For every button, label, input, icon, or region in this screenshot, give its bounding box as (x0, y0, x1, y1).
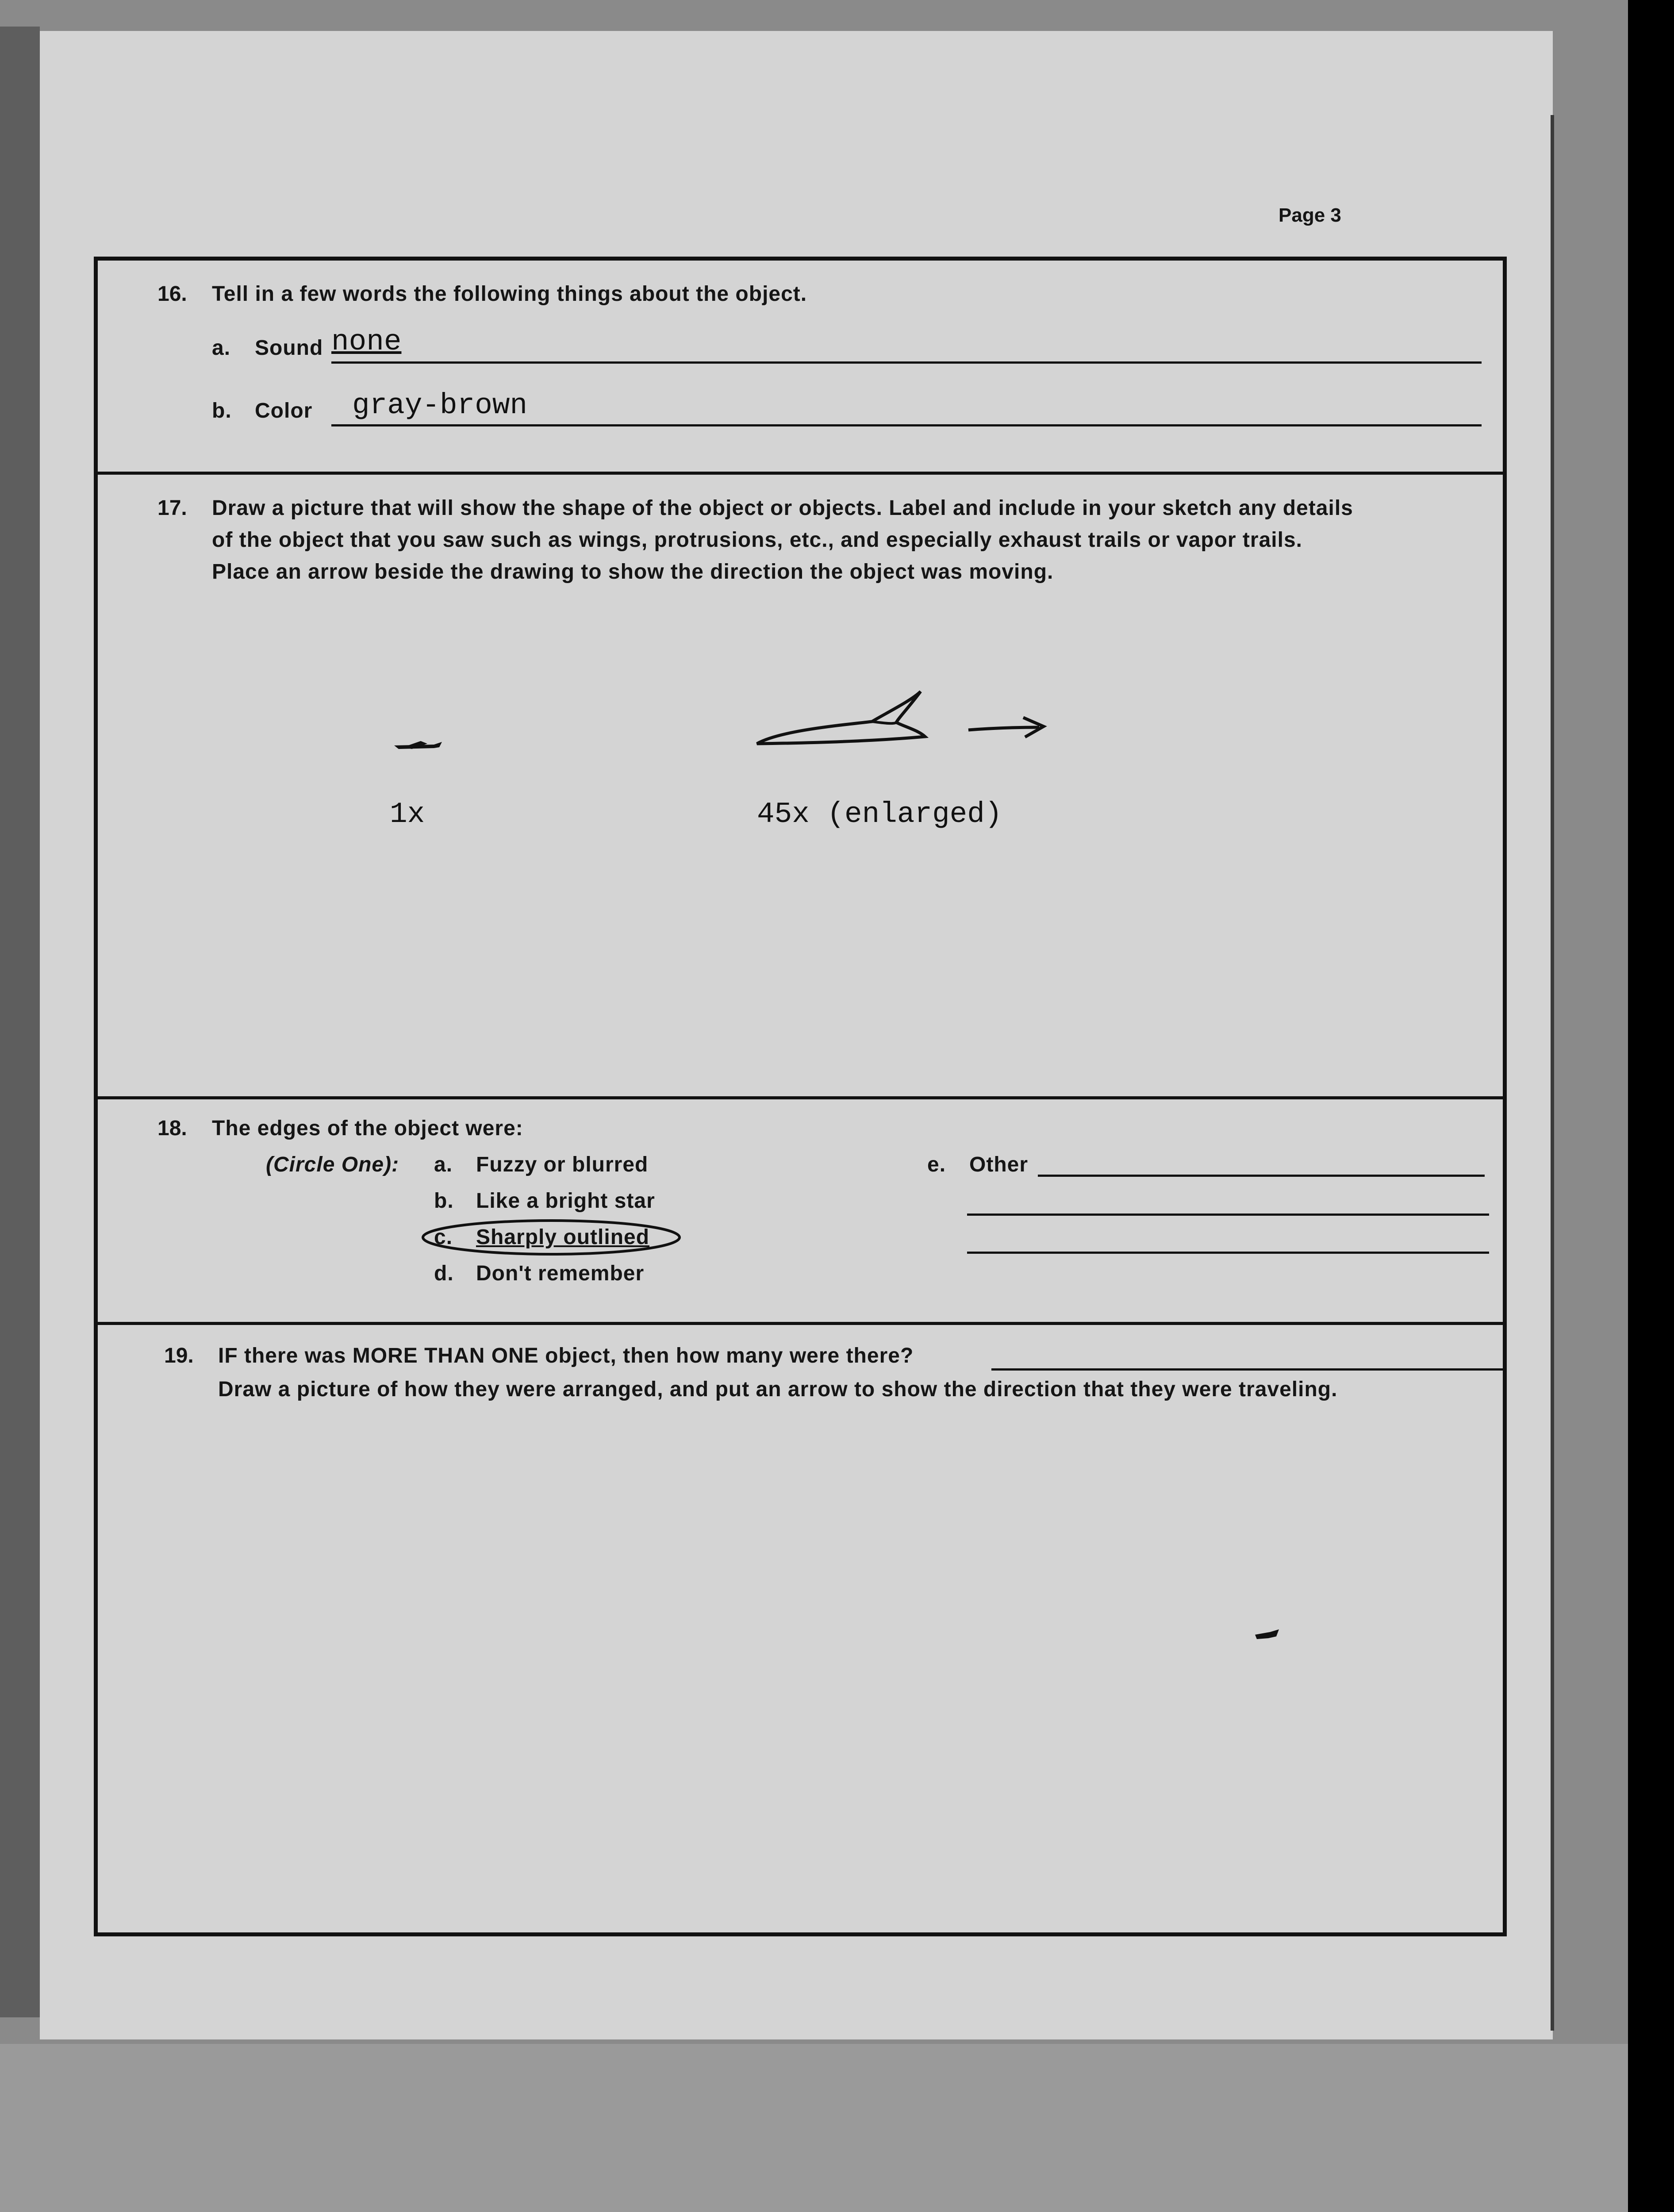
q19-number: 19. (164, 1344, 194, 1367)
q18-option-b-letter: b. (434, 1189, 454, 1213)
other-answer-line-2 (967, 1214, 1489, 1216)
q18-option-c-letter: c. (434, 1225, 453, 1249)
other-answer-line-3 (967, 1252, 1489, 1254)
q16-prompt: Tell in a few words the following things about the object. (212, 282, 807, 306)
scan-lower-area (0, 2044, 1628, 2212)
q17-number: 17. (157, 496, 187, 520)
q17-line-3: Place an arrow beside the drawing to show the direction the object was moving. (212, 560, 1054, 584)
q18-prompt: The edges of the object were: (212, 1117, 523, 1140)
q19-line-2: Draw a picture of how they were arranged, and put an arrow to show the direction that they were traveling. (218, 1378, 1338, 1401)
direction-arrow (965, 711, 1053, 742)
q18-instruction: (Circle One): (266, 1153, 399, 1176)
q16a-label: Sound (255, 336, 323, 360)
q18-option-e-label: Other (969, 1153, 1029, 1176)
q16b-color-value: gray-brown (352, 389, 528, 422)
q17-line-2: of the object that you saw such as wings, protrusions, etc., and especially exhaust trails or vapor trails. (212, 528, 1302, 552)
sketch-label-45x: 45x (enlarged) (757, 798, 1002, 831)
q16b-label: Color (255, 399, 313, 422)
q18-option-d: Don't remember (476, 1262, 645, 1285)
questionnaire-form (94, 257, 1507, 1936)
q19-line-1: IF there was MORE THAN ONE object, then how many were there? (218, 1344, 914, 1367)
question-16 (98, 261, 1503, 475)
q16a-sound-value: none (331, 325, 402, 358)
option-c-circle-mark (416, 1215, 691, 1260)
q18-option-d-letter: d. (434, 1262, 454, 1285)
q16-number: 16. (157, 282, 187, 306)
question-19 (98, 1325, 1503, 1932)
q16b-answer-line (331, 424, 1482, 426)
q18-option-b: Like a bright star (476, 1189, 655, 1213)
q18-option-a: Fuzzy or blurred (476, 1153, 649, 1176)
q16b-letter: b. (212, 399, 232, 422)
ink-speck-mark (1252, 1626, 1283, 1644)
sketch-label-1x: 1x (390, 798, 425, 831)
question-18 (98, 1099, 1503, 1325)
q18-number: 18. (157, 1117, 187, 1140)
object-sketch-1x (390, 731, 447, 758)
q19-count-answer-line (991, 1368, 1505, 1371)
page-edge-shadow (1551, 115, 1554, 2031)
scan-left-strip (0, 27, 40, 2017)
object-sketch-45x (753, 687, 929, 753)
other-answer-line-1 (1038, 1175, 1485, 1177)
q18-option-c: Sharply outlined (476, 1225, 650, 1249)
q16a-answer-line (331, 361, 1482, 364)
q17-line-1: Draw a picture that will show the shape of the object or objects. Label and include in your sketch any details (212, 496, 1353, 520)
q16a-letter: a. (212, 336, 231, 360)
page-number: Page 3 (1279, 204, 1341, 226)
q18-option-e-letter: e. (927, 1153, 946, 1176)
question-17 (98, 475, 1503, 1099)
q18-option-a-letter: a. (434, 1153, 453, 1176)
